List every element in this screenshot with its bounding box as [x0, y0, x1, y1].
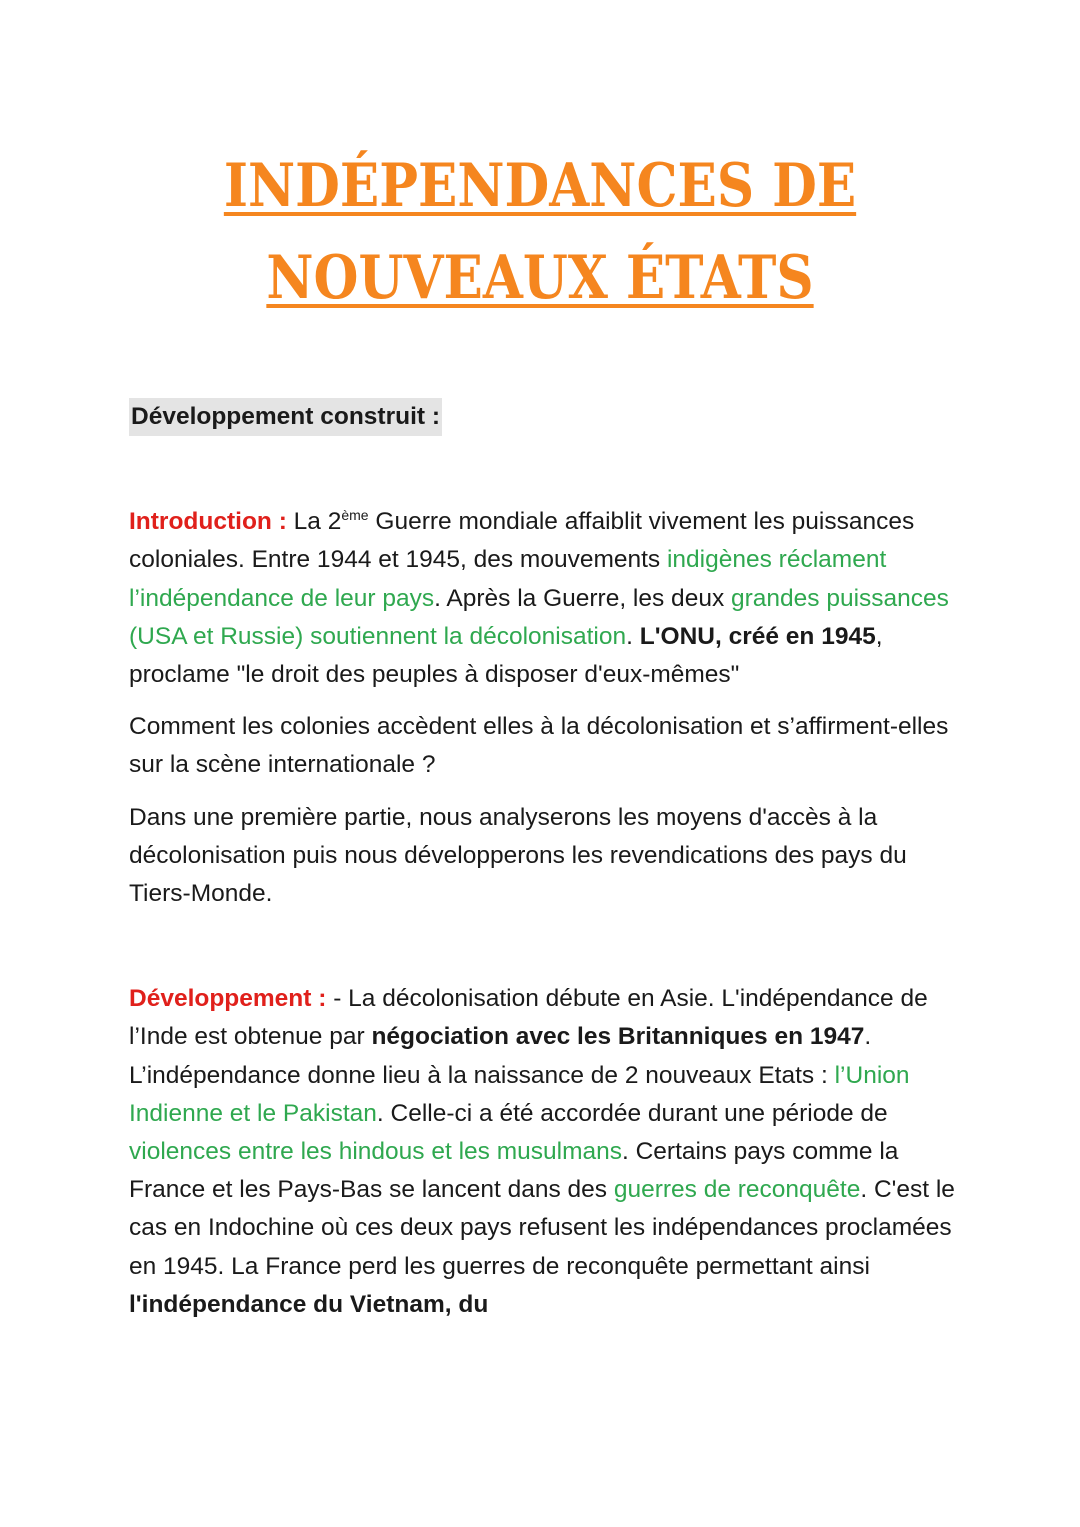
intro-text-5: , proclame "le droit des peuples à disposer d'eux-mêmes"	[129, 622, 883, 689]
section-label: Développement construit :	[129, 398, 442, 436]
dev-text-5: . C'est le cas en Indochine où ces deux pays refusent les indépendances proclamées en 1945. La France perd les guerres de reconquête permettant ainsi	[129, 1176, 955, 1280]
development-paragraph	[129, 980, 959, 1324]
intro-highlight-1: indigènes réclament l’indépendance de leur pays	[129, 546, 887, 612]
dev-text-3: . Celle-ci a été accordée durant une période de	[376, 1099, 888, 1127]
document-title	[0, 140, 1080, 324]
intro-text-1: La 2	[286, 508, 342, 536]
document-body	[129, 398, 959, 1324]
introduction-paragraph	[129, 503, 959, 694]
intro-superscript: ème	[341, 507, 369, 524]
intro-highlight-2: grandes puissances (USA et Russie) soutiennent la décolonisation	[129, 584, 949, 650]
dev-text-1: - La décolonisation débute en Asie. L'indépendance de l’Inde est obtenue par	[129, 985, 928, 1051]
dev-highlight-2: violences entre les hindous et les musulmans	[129, 1138, 622, 1166]
dev-text-4: . Certains pays comme la France et les Pays-Bas se lancent dans des	[129, 1138, 899, 1204]
dev-text-2: . L’indépendance donne lieu à la naissance de 2 nouveaux Etats :	[129, 1023, 872, 1089]
dev-bold-1: négociation avec les Britanniques en 1947	[371, 1023, 865, 1051]
intro-text-2: Guerre mondiale affaiblit vivement les puissances coloniales. Entre 1944 et 1945, des mouvements	[129, 508, 915, 574]
intro-text-4: .	[626, 622, 640, 650]
title-line-2: NOUVEAUX ÉTATS	[266, 243, 814, 313]
introduction-label: Introduction :	[129, 508, 287, 536]
development-label: Développement :	[129, 985, 327, 1013]
plan-paragraph: Dans une première partie, nous analyserons les moyens d'accès à la décolonisation puis nous développerons les revendications des pays du Tiers-Monde.	[129, 803, 907, 908]
question-paragraph: Comment les colonies accèdent elles à la décolonisation et s’affirment-elles sur la scène internationale ?	[129, 713, 949, 779]
dev-highlight-3: guerres de reconquête	[613, 1176, 861, 1204]
intro-text-3: . Après la Guerre, les deux	[434, 584, 731, 612]
dev-highlight-1: l’Union Indienne et le Pakistan	[129, 1061, 910, 1127]
title-line-1: INDÉPENDANCES DE	[223, 151, 857, 221]
intro-bold-1: L'ONU, créé en 1945	[639, 622, 876, 650]
dev-bold-2: l'indépendance du Vietnam, du	[129, 1290, 489, 1318]
